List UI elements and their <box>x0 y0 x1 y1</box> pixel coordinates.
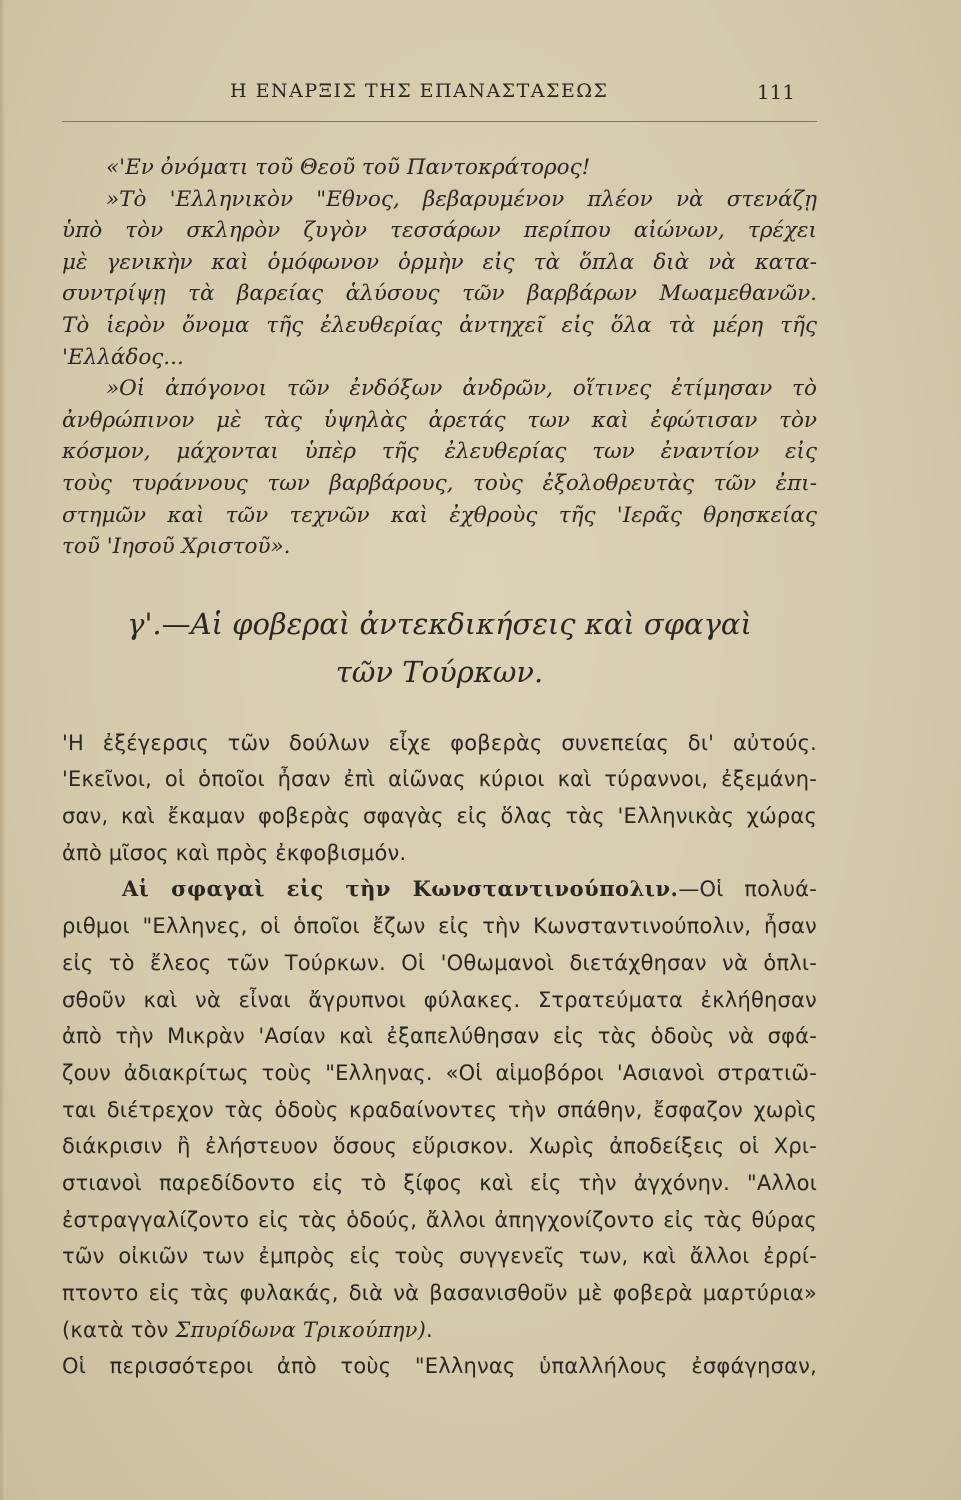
paragraph-line <box>62 871 817 908</box>
citation-author: Σπυρίδωνα Τρικούπην) <box>175 1317 426 1342</box>
quote-line: συντρίψῃ τὰ βαρείας ἁλύσους τῶν βαρβάρων Μωαμεθανῶν. <box>62 281 817 307</box>
paragraph-line: τῶν οἰκιῶν των ἐμπρὸς εἰς τοὺς συγγενεῖς των, καὶ ἄλλοι ἐρρί- <box>62 1244 817 1269</box>
paragraph-line: ται διέτρεχον τὰς ὁδοὺς κραδαίνοντες τὴν σπάθην, ἔσφαζον χωρὶς <box>62 1097 817 1122</box>
section-title: γ'.—Αἱ φοβεραὶ ἀντεκδικήσεις καὶ σφαγαὶ <box>127 606 752 641</box>
quote-line: «'Εν ὀνόματι τοῦ Θεοῦ τοῦ Παντοκράτορος! <box>106 155 591 180</box>
subsection-heading: Αἱ σφαγαὶ εἰς τὴν Κωνσταντινούπολιν. <box>122 876 679 902</box>
quote-line: »Τὸ 'Ελληνικὸν "Εθνος, βεβαρυμένον πλέον νὰ στενάζῃ <box>106 186 817 212</box>
page-number: 111 <box>756 80 795 104</box>
paragraph-revolt-consequences <box>62 725 817 872</box>
quote-line: Τὸ ἱερὸν ὄνομα τῆς ἐλευθερίας ἀντηχεῖ εἰς ὅλα τὰ μέρη τῆς <box>62 312 817 338</box>
page-header <box>230 80 795 110</box>
proclamation-quote <box>62 152 817 563</box>
paragraph-line: στιανοὶ παρεδίδοντο εἰς τὸ ξίφος καὶ εἰς τὴν ἀγχόνην. "Αλλοι <box>62 1170 817 1195</box>
quote-line: κόσμον, μάχονται ὑπὲρ τῆς ἐλευθερίας των ἐναντίον εἰς <box>62 439 817 465</box>
paragraph-line: ἀπὸ τὴν Μικρὰν 'Ασίαν καὶ ἐξαπελύθησαν εἰς τὰς ὁδοὺς νὰ σφά- <box>62 1024 817 1049</box>
paragraph-line: 'Η ἐξέγερσις τῶν δούλων εἶχε φοβερὰς συνεπείας δι' αὐτούς. <box>62 730 817 755</box>
paragraph-line: ἀπὸ μῖσος καὶ πρὸς ἐκφοβισμόν. <box>62 840 407 865</box>
heading-line-rest: —Οἱ πολυά- <box>678 877 817 902</box>
paragraph-constantinople-massacres <box>62 871 817 1348</box>
quote-line: 'Ελλάδος... <box>62 344 184 370</box>
paragraph-line: πτοντο εἰς τὰς φυλακάς, διὰ νὰ βασανισθοῦν μὲ φοβερὰ μαρτύρια» <box>62 1281 817 1306</box>
paragraph-line: 'Εκεῖνοι, οἱ ὁποῖοι ἦσαν ἐπὶ αἰῶνας κύριοι καὶ τύραννοι, ἐξεμάνη- <box>62 767 817 792</box>
running-title: Η ΕΝΑΡΞΙΣ ΤΗΣ ΕΠΑΝΑΣΤΑΣΕΩΣ <box>230 80 609 102</box>
citation-suffix: . <box>425 1317 433 1342</box>
paragraph-line: Οἱ περισσότεροι ἀπὸ τοὺς "Ελληνας ὑπαλλήλους ἐσφάγησαν, <box>62 1354 817 1379</box>
header-rule <box>62 121 817 122</box>
paragraph-line: σθοῦν καὶ νὰ εἶναι ἄγρυπνοι φύλακες. Στρατεύματα ἐκλήθησαν <box>62 987 817 1012</box>
paragraph-line: ἐστραγγαλίζοντο εἰς τὰς ὁδούς, ἄλλοι ἀπηγχονίζοντο εἰς τὰς θύρας <box>62 1207 817 1232</box>
paragraph-line <box>62 1312 817 1349</box>
quote-line: μὲ γενικὴν καὶ ὁμόφωνον ὁρμὴν εἰς τὰ ὅπλα διὰ νὰ κατα- <box>62 249 817 275</box>
quote-line: ἀνθρώπινον μὲ τὰς ὑψηλὰς ἀρετάς των καὶ ἐφώτισαν τὸν <box>62 407 817 433</box>
quote-line: στημῶν καὶ τῶν τεχνῶν καὶ ἐχθροὺς τῆς 'Ιερᾶς θρησκείας <box>62 502 817 528</box>
quote-line: τοὺς τυράννους των βαρβάρους, τοὺς ἐξολοθρευτὰς τῶν ἐπι- <box>62 470 817 496</box>
paragraph-line: εἰς τὸ ἔλεος τῶν Τούρκων. Οἱ 'Οθωμανοὶ διετάχθησαν νὰ ὁπλι- <box>62 950 817 975</box>
paragraph-line: σαν, καὶ ἔκαμαν φοβερὰς σφαγὰς εἰς ὅλας τὰς 'Ελληνικὰς χώρας <box>62 804 817 829</box>
page-body <box>62 152 817 1385</box>
quote-line: ὑπὸ τὸν σκληρὸν ζυγὸν τεσσάρων περίπου αἰώνων, τρέχει <box>62 218 817 244</box>
paragraph-line: διάκρισιν ἢ ἐλήστευον ὅσους εὕρισκον. Χωρὶς ἀποδείξεις οἱ Χρι- <box>62 1134 817 1159</box>
section-title-continued: τῶν Τούρκων. <box>335 654 544 689</box>
citation-prefix: (κατὰ τὸν <box>62 1317 176 1342</box>
page-edge-shadow <box>0 0 6 1500</box>
quote-line: »Οἱ ἀπόγονοι τῶν ἐνδόξων ἀνδρῶν, οἵτινες ἐτίμησαν τὸ <box>106 376 817 402</box>
paragraph-officials <box>62 1348 817 1385</box>
paragraph-line: ριθμοι "Ελληνες, οἱ ὁποῖοι ἔζων εἰς τὴν Κωνσταντινούπολιν, ἦσαν <box>62 914 817 939</box>
paragraph-line: ζουν ἀδιακρίτως τοὺς "Ελληνας. «Οἱ αἱμοβόροι 'Ασιανοὶ στρατιῶ- <box>62 1060 817 1085</box>
quote-line: τοῦ 'Ιησοῦ Χριστοῦ». <box>62 534 291 560</box>
